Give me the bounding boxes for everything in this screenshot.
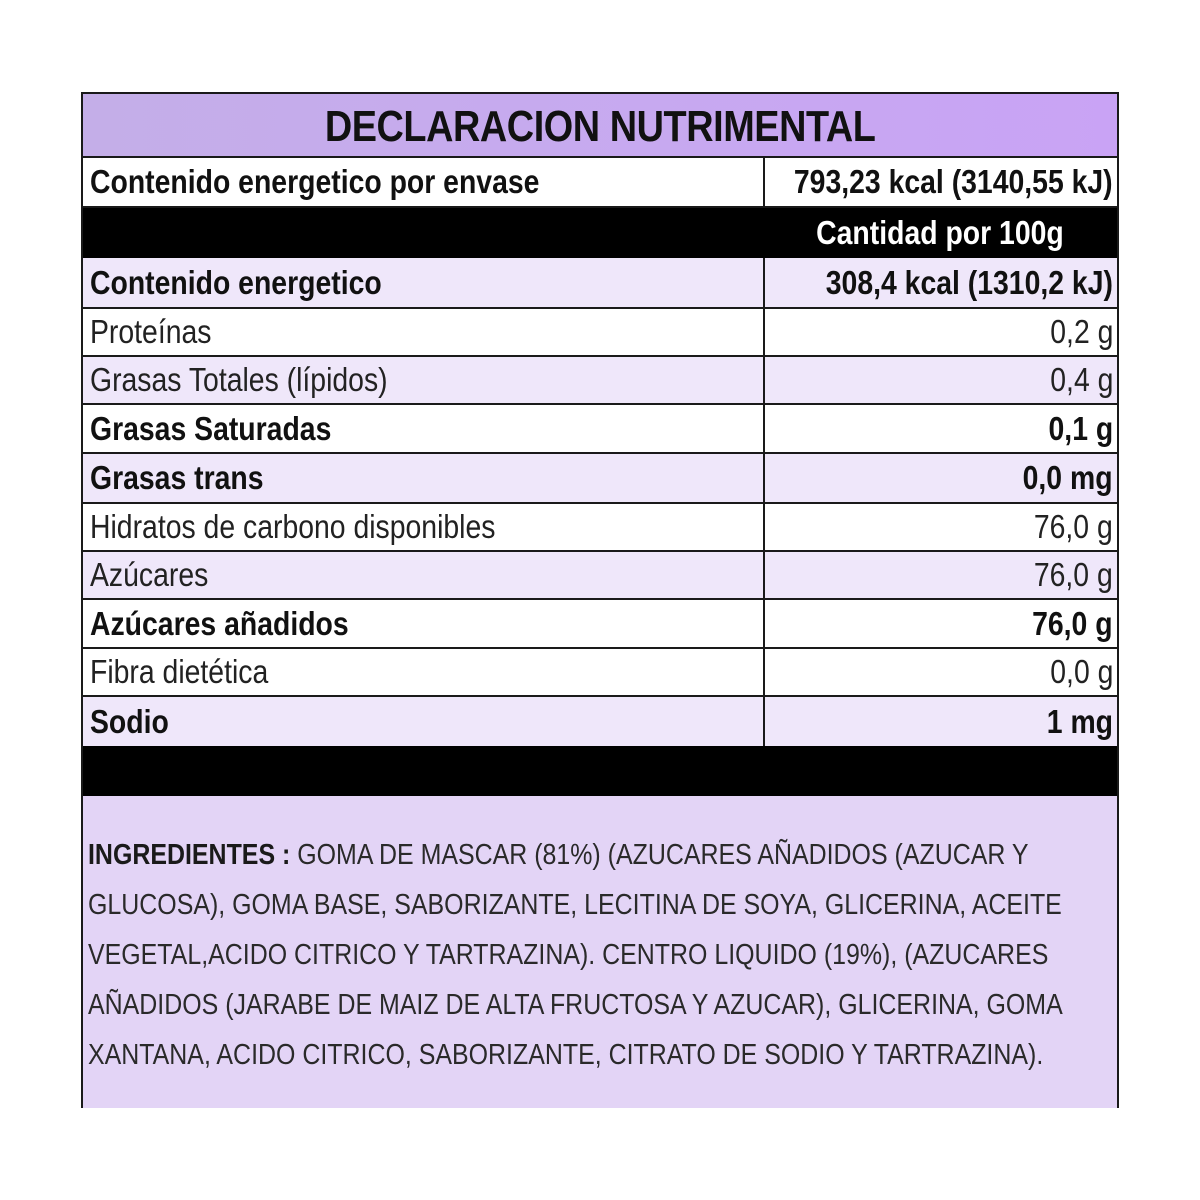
nutrient-label: Azúcares añadidos <box>90 604 349 642</box>
nutrient-row-sodium <box>83 697 1117 746</box>
nutrient-label: Sodio <box>90 702 169 740</box>
row-label: Contenido energetico por envase <box>90 163 540 200</box>
divider-band <box>83 746 1117 796</box>
nutrient-label: Grasas Saturadas <box>90 409 332 447</box>
nutrient-label: Grasas Totales (lípidos) <box>90 361 388 398</box>
nutrient-value: 0,0 mg <box>763 454 1117 502</box>
nutrient-value: 1 mg <box>763 697 1117 746</box>
nutrient-value: 0,1 g <box>763 405 1117 452</box>
nutrient-row-trans-fat <box>83 454 1117 504</box>
nutrition-label <box>81 92 1119 1108</box>
nutrient-row-energy <box>83 258 1117 309</box>
nutrient-value: 76,0 g <box>763 504 1117 550</box>
nutrient-label: Fibra dietética <box>90 653 269 690</box>
row-value: 793,23 kcal (3140,55 kJ) <box>763 158 1117 206</box>
nutrient-label: Azúcares <box>90 556 209 593</box>
nutrient-row-fiber <box>83 649 1117 697</box>
energy-per-package-row <box>83 158 1117 208</box>
label-title: DECLARACION NUTRIMENTAL <box>83 94 1117 158</box>
nutrient-value: 0,4 g <box>763 357 1117 403</box>
per-100g-header-row <box>83 208 1117 258</box>
nutrient-row-proteins <box>83 309 1117 357</box>
nutrient-row-carbohydrates <box>83 504 1117 552</box>
nutrient-value: 76,0 g <box>763 552 1117 598</box>
nutrient-row-total-fat <box>83 357 1117 405</box>
nutrient-label: Contenido energetico <box>90 263 382 301</box>
nutrient-row-added-sugars <box>83 600 1117 649</box>
ingredients-heading: INGREDIENTES : <box>88 839 291 871</box>
nutrient-value: 0,0 g <box>763 649 1117 695</box>
nutrient-row-sugars <box>83 552 1117 600</box>
nutrient-value: 0,2 g <box>763 309 1117 355</box>
nutrient-label: Hidratos de carbono disponibles <box>90 508 496 545</box>
nutrient-label: Grasas trans <box>90 459 264 496</box>
nutrient-value: 76,0 g <box>763 600 1117 647</box>
nutrient-value: 308,4 kcal (1310,2 kJ) <box>763 258 1117 307</box>
nutrient-label: Proteínas <box>90 313 212 350</box>
per-100g-header: Cantidad por 100g <box>816 214 1064 251</box>
nutrient-row-saturated-fat <box>83 405 1117 454</box>
ingredients-panel <box>83 796 1117 1108</box>
ingredients-text: GOMA DE MASCAR (81%) (AZUCARES AÑADIDOS (AZUCAR Y GLUCOSA), GOMA BASE, SABORIZANTE, LECITINA DE SOYA, GLICERINA, ACEITE VEGETAL,ACIDO CITRICO Y TARTRAZINA). CENTRO LIQUIDO (19%), (AZUCARES AÑADIDOS (JARABE DE MAIZ DE ALTA FRUCTOSA Y AZUCAR), GLICERINA, GOMA XANTANA, ACIDO CITRICO, SABORIZANTE, CITRATO DE SODIO Y TARTRAZINA). <box>88 839 1062 1071</box>
